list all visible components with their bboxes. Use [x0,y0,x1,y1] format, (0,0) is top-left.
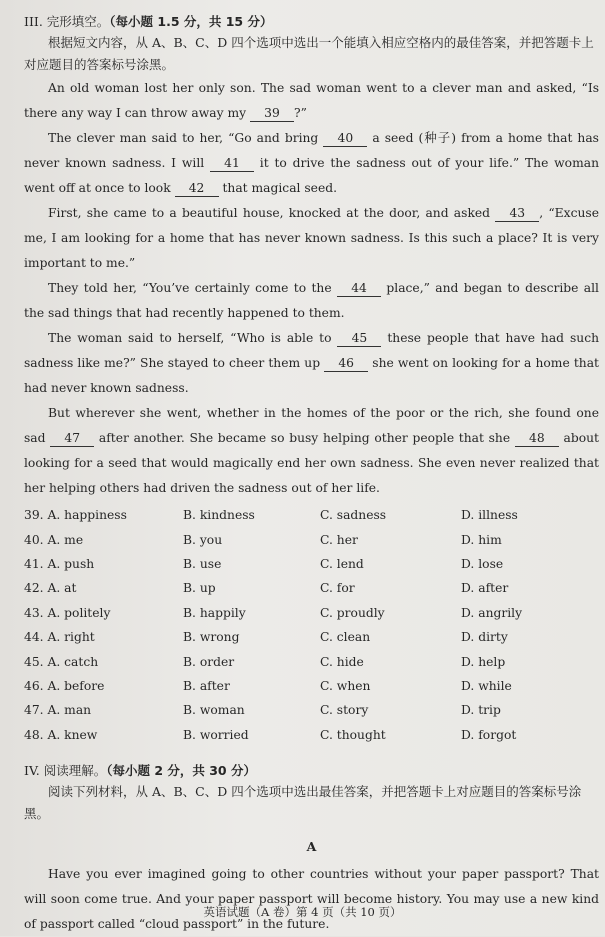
option-d: D. lose [461,556,504,571]
passage-paragraph-6: But wherever she went, whether in the homes of the poor or the rich, she found one sad 47 after another. She became so busy helping other people that she 48 about looking for a seed that would magically end her own sadness. She even never realized that her helping others had driven the sadness out of her life. [24,406,599,495]
passage-paragraph-4: They told her, “You’ve certainly come to the 44 place,” and began to describe all the sad things that had recently happened to them. [24,281,599,320]
option-row-39 [24,503,599,527]
section4-instruction: 阅读下列材料，从 A、B、C、D 四个选项中选出最佳答案，并把答题卡上对应题目的答案标号涂黑。 [24,783,582,821]
passage-paragraph-3: First, she came to a beautiful house, knocked at the door, and asked 43 , “Excuse me, I am looking for a home that has never known sadness. Is this such a place? It is very important to me.” [24,206,599,270]
section3-note: （每小题 1.5 分，共 15 分） [109,14,273,29]
option-d: D. forgot [461,727,517,742]
option-row-40 [24,527,599,551]
section3-heading [24,12,599,32]
option-d: D. dirty [461,630,508,645]
section4-title: IV. 阅读理解。 [24,762,107,778]
blank-45: 45 [337,331,381,347]
option-a: 39. A. happiness [24,508,127,523]
option-row-46 [24,674,599,698]
option-a: 42. A. at [24,581,77,596]
passage-paragraph-1: An old woman lost her only son. The sad woman went to a clever man and asked, “Is there any way I can throw away my 39 ?” [24,81,599,120]
option-c: C. clean [320,630,371,645]
option-a: 46. A. before [24,678,105,693]
passage-paragraph-2: The clever man said to her, “Go and bring 40 a seed (种子) from a home that has never known sadness. I will 41 it to drive the sadness out of your life.” The woman went off at once to look 42 that magical seed. [24,131,599,195]
option-row-44 [24,625,599,649]
blank-39: 39 [250,106,294,122]
blank-41: 41 [210,156,254,172]
option-d: D. angrily [461,605,523,620]
option-b: B. up [183,581,216,596]
passage-a-label: A [306,838,317,854]
option-b: B. kindness [183,508,255,523]
option-c: C. sadness [320,508,387,523]
option-row-41 [24,552,599,576]
option-b: B. woman [183,703,245,718]
option-c: C. her [320,532,358,547]
blank-40: 40 [323,131,367,147]
option-a: 45. A. catch [24,654,99,669]
option-b: B. after [183,678,230,693]
option-c: C. proudly [320,605,385,620]
blank-47: 47 [50,431,94,447]
option-a: 44. A. right [24,630,95,645]
section4-heading [24,761,599,781]
blank-48: 48 [515,431,559,447]
option-a: 47. A. man [24,703,92,718]
option-row-43 [24,601,599,625]
section4-note: （每小题 2 分，共 30 分） [106,762,256,778]
option-d: D. trip [461,703,501,718]
blank-44: 44 [337,281,381,297]
option-b: B. use [183,556,222,571]
option-b: B. wrong [183,630,240,645]
option-c: C. story [320,703,369,718]
option-b: B. happily [183,605,246,620]
page-footer: 英语试题（A 卷）第 4 页（共 10 页） [203,905,402,919]
option-a: 48. A. knew [24,727,98,742]
option-b: B. you [183,532,223,547]
option-d: D. help [461,654,506,669]
option-c: C. for [320,581,355,596]
option-row-42 [24,576,599,600]
answer-options [24,503,599,747]
passage-a-text: Have you ever imagined going to other countries without your paper passport? That will soon come true. And your paper passport will become history. You may use a new kind of passport called “cloud passport” in the future. [24,866,599,931]
option-row-45 [24,649,599,673]
option-d: D. after [461,581,509,596]
option-c: C. thought [320,727,386,742]
option-c: C. lend [320,556,364,571]
cloze-passage [24,76,599,501]
option-a: 40. A. me [24,532,84,547]
section3-instruction: 根据短文内容，从 A、B、C、D 四个选项中选出一个能填入相应空格内的最佳答案，并把答题卡上对应题目的答案标号涂黑。 [24,35,594,72]
option-b: B. order [183,654,235,669]
option-a: 43. A. politely [24,605,111,620]
option-d: D. him [461,532,502,547]
option-row-47 [24,698,599,722]
option-c: C. hide [320,654,364,669]
option-row-48 [24,723,599,747]
option-c: C. when [320,678,371,693]
option-d: D. while [461,678,512,693]
passage-paragraph-5: The woman said to herself, “Who is able to 45 these people that have had such sadness like me?” She stayed to cheer them up 46 she went on looking for a home that had never known sadness. [24,331,599,395]
blank-42: 42 [175,181,219,197]
section3-title: III. 完形填空。 [24,14,110,29]
option-d: D. illness [461,508,518,523]
blank-46: 46 [324,356,368,372]
option-b: B. worried [183,727,249,742]
option-a: 41. A. push [24,556,95,571]
blank-43: 43 [495,206,539,222]
